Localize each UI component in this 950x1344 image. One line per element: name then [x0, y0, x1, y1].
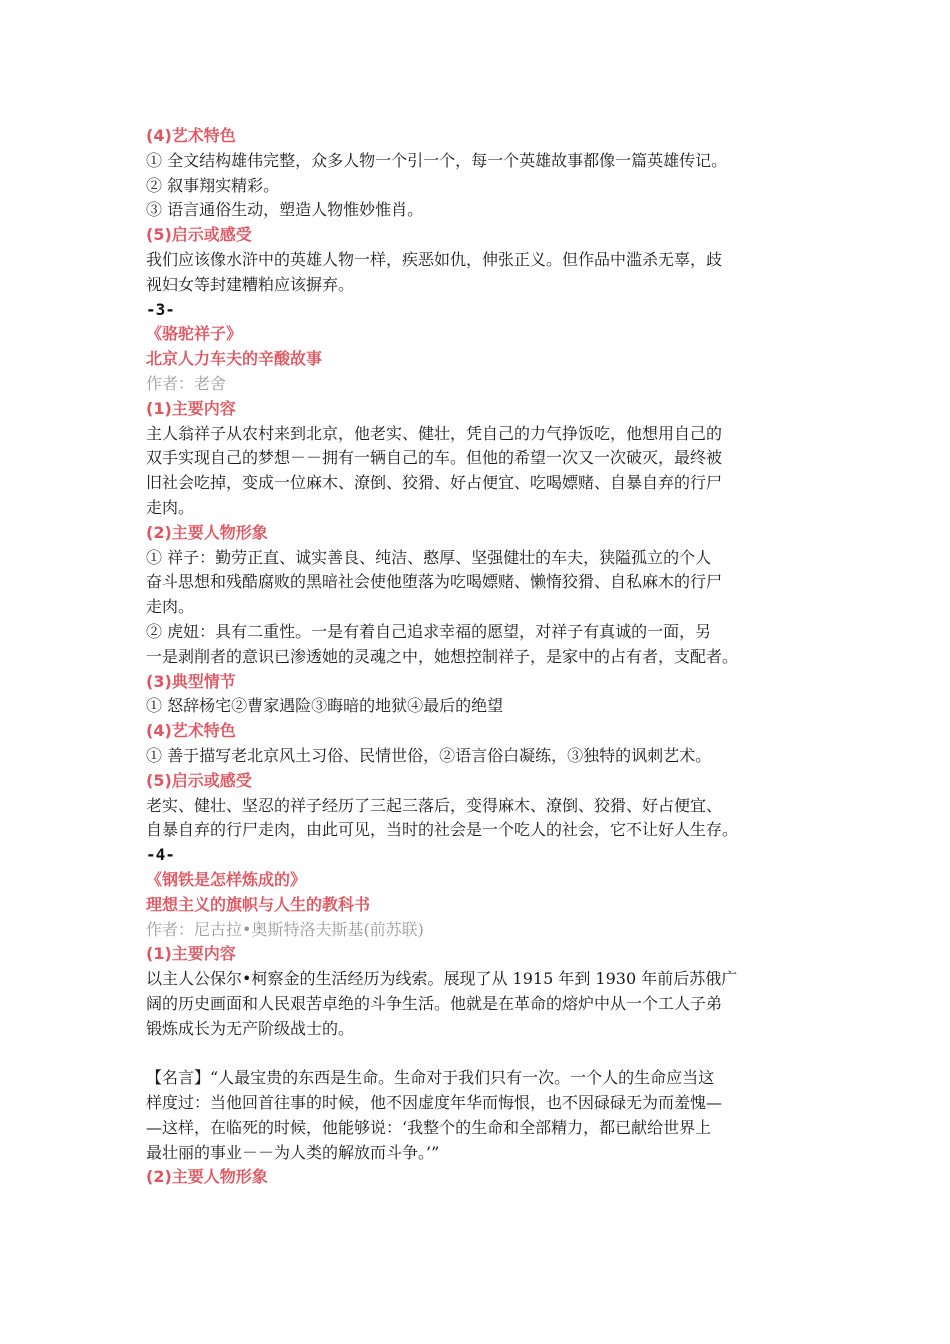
section-heading-plot: (3)典型情节 — [146, 671, 236, 691]
section-heading-content: (1)主要内容 — [146, 398, 236, 418]
text-line: 旧社会吃掉，变成一位麻木、潦倒、狡猾、好占便宜、吃喝嫖赌、自暴自弃的行尸 — [146, 473, 723, 493]
quote-line: 【名言】“人最宝贵的东西是生命。生命对于我们只有一次。一个人的生命应当这 — [146, 1068, 715, 1088]
text-line: 我们应该像水浒中的英雄人物一样，疾恶如仇，伸张正义。但作品中滥杀无辜，歧 — [146, 249, 723, 269]
text-line: ② 虎妞：具有二重性。一是有着自己追求幸福的愿望，对祥子有真诚的一面，另 — [146, 621, 712, 641]
text-line: ② 叙事翔实精彩。 — [146, 175, 280, 195]
section-heading-art: (4)艺术特色 — [146, 721, 236, 741]
text-line: ① 祥子：勤劳正直、诚实善良、纯洁、憨厚、坚强健壮的车夫，狭隘孤立的个人 — [146, 547, 712, 567]
blank-line — [146, 1041, 826, 1066]
quote-line: —这样，在临死的时候，他能够说：‘我整个的生命和全部精力，都已献给世界上 — [146, 1117, 712, 1137]
text-line: 奋斗思想和残酷腐败的黑暗社会使他堕落为吃喝嫖赌、懒惰狡猾、自私麻木的行尸 — [146, 572, 723, 592]
text-line: ① 怒辞杨宅②曹家遇险③晦暗的地狱④最后的绝望 — [146, 696, 504, 716]
book-number-mark: -4- — [146, 845, 175, 865]
quote-line: 最壮丽的事业－－为人类的解放而斗争。’” — [146, 1142, 440, 1162]
text-line: 主人翁祥子从农村来到北京，他老实、健壮，凭自己的力气挣饭吃，他想用自己的 — [146, 423, 723, 443]
section-heading-characters: (2)主要人物形象 — [146, 1167, 268, 1187]
book-number-mark: -3- — [146, 299, 175, 319]
text-line: 自暴自弃的行尸走肉，由此可见，当时的社会是一个吃人的社会，它不让好人生存。 — [146, 820, 739, 840]
text-line: 以主人公保尔•柯察金的生活经历为线索。展现了从 1915 年到 1930 年前后苏俄广 — [146, 969, 738, 989]
text-line: 走肉。 — [146, 497, 195, 517]
book-author: 作者：尼古拉•奥斯特洛夫斯基(前苏联) — [146, 919, 424, 939]
text-line: ③ 语言通俗生动，塑造人物惟妙惟肖。 — [146, 200, 424, 220]
quote-line: 样度过：当他回首往事的时候，他不因虚度年华而悔恨，也不因碌碌无为而羞愧— — [146, 1093, 723, 1113]
text-line: ① 善于描写老北京风土习俗、民情世俗，②语言俗白凝练，③独特的讽刺艺术。 — [146, 745, 712, 765]
section-heading-insight: (5)启示或感受 — [146, 770, 252, 790]
section-heading-content: (1)主要内容 — [146, 944, 236, 964]
book-subtitle: 北京人力车夫的辛酸故事 — [146, 349, 323, 369]
book-author: 作者：老舍 — [146, 373, 227, 393]
book-title: 《钢铁是怎样炼成的》 — [146, 869, 307, 889]
text-line: 阔的历史画面和人民艰苦卓绝的斗争生活。他就是在革命的熔炉中从一个工人子弟 — [146, 993, 723, 1013]
text-line: 视妇女等封建糟粕应该摒弃。 — [146, 274, 355, 294]
book-title: 《骆驼祥子》 — [146, 324, 243, 344]
text-line: ① 全文结构雄伟完整，众多人物一个引一个，每一个英雄故事都像一篇英雄传记。 — [146, 150, 728, 170]
text-line: 锻炼成长为无产阶级战士的。 — [146, 1018, 355, 1038]
book-subtitle: 理想主义的旗帜与人生的教科书 — [146, 894, 371, 914]
text-line: 走肉。 — [146, 597, 195, 617]
text-line: 老实、健壮、坚忍的祥子经历了三起三落后，变得麻木、潦倒、狡猾、好占便宜、 — [146, 795, 723, 815]
text-line: 双手实现自己的梦想－－拥有一辆自己的车。但他的希望一次又一次破灭，最终被 — [146, 448, 723, 468]
document-page — [146, 124, 826, 1190]
section-heading-characters: (2)主要人物形象 — [146, 522, 268, 542]
section-heading-art: (4)艺术特色 — [146, 126, 236, 145]
section-heading-insight: (5)启示或感受 — [146, 225, 252, 245]
text-line: 一是剥削者的意识已渗透她的灵魂之中，她想控制祥子，是家中的占有者，支配者。 — [146, 646, 739, 666]
